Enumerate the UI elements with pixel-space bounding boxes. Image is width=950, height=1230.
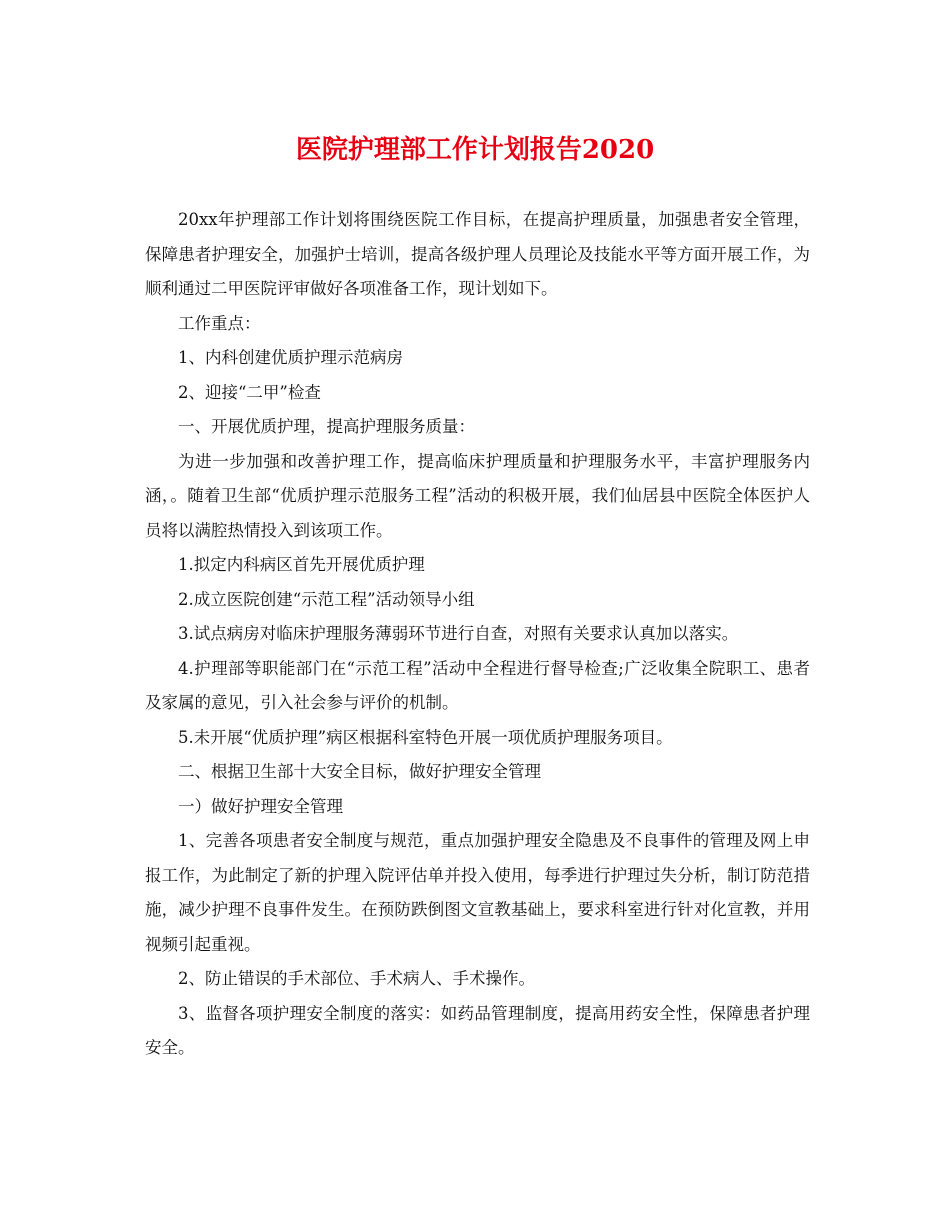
list-item-2-3: 3、监督各项护理安全制度的落实：如药品管理制度，提高用药安全性，保障患者护理安全。 [145,1003,810,1057]
paragraph-section-1-intro: 为进一步加强和改善护理工作，提高临床护理质量和护理服务水平，丰富护理服务内涵，。随着卫生部“优质护理示范服务工程”活动的积极开展，我们仙居县中医院全体医护人员将以满腔热情投入到该项工作。 [145,451,810,540]
paragraph-intro: 20xx年护理部工作计划将围绕医院工作目标，在提高护理质量，加强患者安全管理，保障患者护理安全，加强护士培训，提高各级护理人员理论及技能水平等方面开展工作，为顺利通过二甲医院评审做好各项准备工作，现计划如下。 [145,210,810,298]
document-title: 医院护理部工作计划报告2020 [295,135,655,165]
list-item-2-1: 1、完善各项患者安全制度与规范，重点加强护理安全隐患及不良事件的管理及网上申报工作，为此制定了新的护理入院评估单并投入使用，每季进行护理过失分析，制订防范措施，减少护理不良事件发生。在预防跌倒图文宣教基础上，要求科室进行针对化宣教，并用视频引起重视。 [145,831,810,954]
list-item-1-1: 1.拟定内科病区首先开展优质护理 [178,555,425,574]
document-body [145,203,810,1066]
paragraph-key-points-heading: 工作重点： [178,313,261,333]
list-item-1-2: 2.成立医院创建“示范工程”活动领导小组 [178,589,475,609]
subsection-heading-2-1: 一）做好护理安全管理 [178,796,343,816]
list-item-1-5: 5.未开展“优质护理”病区根据科室特色开展一项优质护理服务项目。 [178,727,673,747]
paragraph-key-point-2: 2、迎接“二甲”检查 [178,382,321,402]
paragraph-key-point-1: 1、内科创建优质护理示范病房 [178,348,403,367]
list-item-2-2: 2、防止错误的手术部位、手术病人、手术操作。 [178,969,535,988]
list-item-1-3: 3.试点病房对临床护理服务薄弱环节进行自查，对照有关要求认真加以落实。 [178,624,739,643]
section-heading-2: 二、根据卫生部十大安全目标，做好护理安全管理 [178,762,541,781]
section-heading-1: 一、开展优质护理，提高护理服务质量： [178,417,475,436]
list-item-1-4: 4.护理部等职能部门在“示范工程”活动中全程进行督导检查;广泛收集全院职工、患者及家属的意见，引入社会参与评价的机制。 [145,658,810,712]
